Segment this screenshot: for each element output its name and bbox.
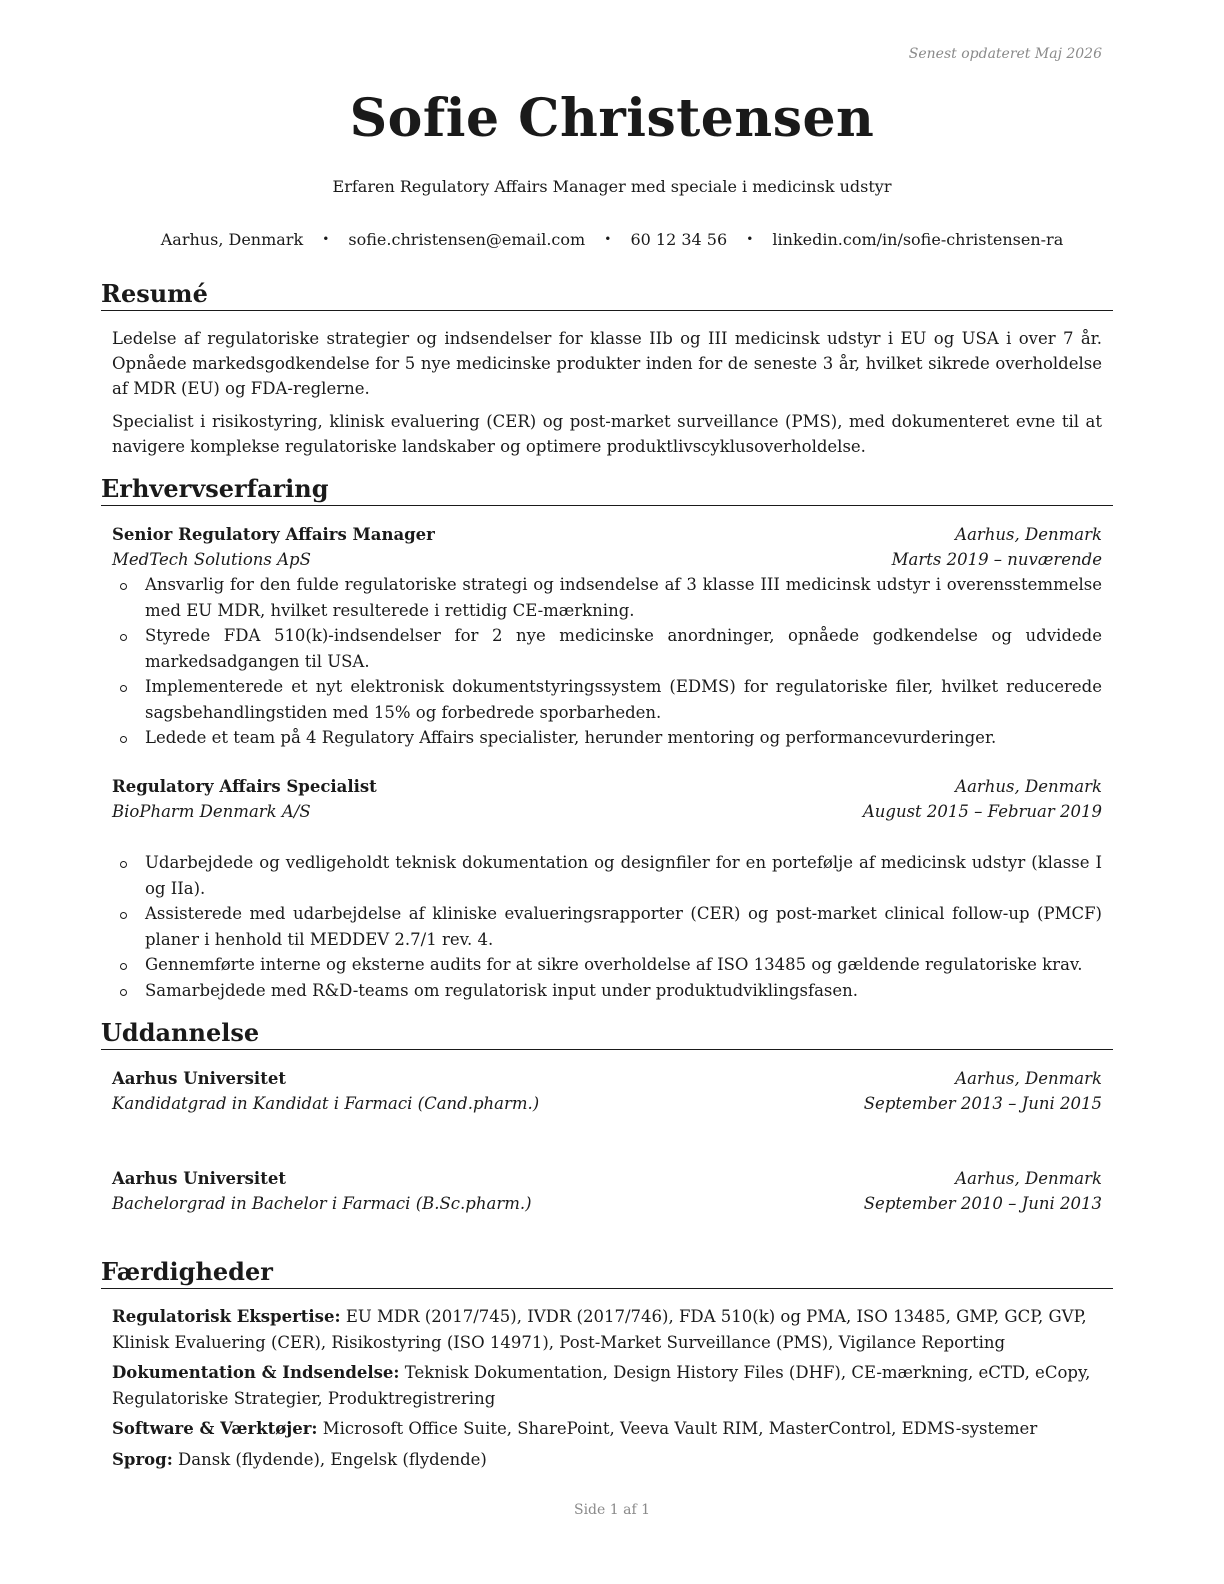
skill-label: Regulatorisk Ekspertise: [112,1307,341,1326]
contact-phone[interactable]: 60 12 34 56 [630,230,728,249]
skill-label: Software & Værktøjer: [112,1419,318,1438]
bullet-text: Samarbejdede med R&D-teams om regulatorisk input under produktudviklingsfasen. [145,980,859,1000]
bullet-text: Ansvarlig for den fulde regulatoriske strategi og indsendelse af 3 klasse III medicinsk udstyr i overensstemmelse med EU MDR, hvilket resulterede i rettidig CE-mærkning. [145,575,1102,620]
bullet-item [112,674,1102,725]
education-item [112,1166,1102,1216]
last-updated: Senest opdateret Maj 2026 [908,46,1102,62]
section-title-skills: Færdigheder [101,1258,1113,1289]
job-dates: August 2015 – Februar 2019 [862,802,1102,821]
skill-label: Dokumentation & Indsendelse: [112,1363,400,1382]
circle-bullet-icon [120,989,127,996]
candidate-name: Sofie Christensen [349,88,875,149]
job-header [112,522,1102,572]
job-title: Regulatory Affairs Specialist [112,777,377,796]
circle-bullet-icon [120,963,127,970]
skills-list [112,1304,1107,1477]
skill-label: Sprog: [112,1449,173,1469]
job-title: Senior Regulatory Affairs Manager [112,525,435,544]
degree: Kandidatgrad in Kandidat i Farmaci (Cand.pharm.) [112,1094,540,1113]
bullet-text: Assisterede med udarbejdelse af kliniske evalueringsrapporter (CER) og post-market clinical follow-up (PMCF) planer i henhold til MEDDEV 2.7/1 rev. 4. [145,904,1102,949]
skill-text: EU MDR (2017/745), IVDR (2017/746), FDA 510(k) og PMA, ISO 13485, GMP, GCP, GVP, Klinisk Evaluering (CER), Risikostyring (ISO 14971), Post-Market Surveillance (PMS), Vigilance Reporting [112,1307,1087,1352]
bullet-item [112,623,1102,674]
skill-group [112,1304,1107,1355]
circle-bullet-icon [120,736,127,743]
job-bullets [112,850,1102,1003]
skill-text: Dansk (flydende), Engelsk (flydende) [178,1449,487,1469]
bullet-item [112,850,1102,901]
education-item [112,1066,1102,1116]
skill-group [112,1447,1107,1473]
contact-location: Aarhus, Denmark [160,230,304,249]
school-location: Aarhus, Denmark [955,1169,1102,1188]
job-location: Aarhus, Denmark [955,525,1102,544]
education-dates: September 2010 – Juni 2013 [863,1194,1102,1213]
bullet-item [112,978,1102,1004]
circle-bullet-icon [120,912,127,919]
job-bullets [112,572,1102,751]
page-number: Side 1 af 1 [573,1502,650,1518]
job-dates: Marts 2019 – nuværende [891,550,1102,569]
skill-text: Microsoft Office Suite, SharePoint, Veeva Vault RIM, MasterControl, EDMS-systemer [322,1419,1038,1438]
summary-paragraph: Ledelse af regulatoriske strategier og indsendelser for klasse IIb og III medicinsk udstyr i EU og USA i over 7 år. Opnåede markedsgodkendelse for 5 nye medicinske produkter inden for de seneste 3 år, hvilket sikrede overholdelse af MDR (EU) og FDA-reglerne. [112,329,1102,398]
contact-linkedin[interactable]: linkedin.com/in/sofie-christensen-ra [772,230,1064,249]
section-title-experience: Erhvervserfaring [101,475,1113,506]
bullet-item [112,952,1102,978]
school-location: Aarhus, Denmark [955,1069,1102,1088]
job-header [112,774,1102,824]
skill-group [112,1360,1107,1411]
circle-bullet-icon [120,685,127,692]
bullet-item [112,901,1102,952]
bullet-separator: • [322,232,330,246]
bullet-text: Udarbejdede og vedligeholdt teknisk dokumentation og designfiler for en portefølje af medicinsk udstyr (klasse I og IIa). [145,853,1102,898]
skill-group [112,1416,1107,1442]
bullet-text: Ledede et team på 4 Regulatory Affairs specialister, herunder mentoring og performancevurderinger. [145,728,997,747]
bullet-text: Gennemførte interne og eksterne audits for at sikre overholdelse af ISO 13485 og gældende regulatoriske krav. [145,955,1083,974]
job-location: Aarhus, Denmark [955,777,1102,796]
bullet-separator: • [746,232,754,246]
circle-bullet-icon [120,634,127,641]
company-name: BioPharm Denmark A/S [112,802,311,821]
skill-text: Teknisk Dokumentation, Design History Files (DHF), CE-mærkning, eCTD, eCopy, Regulatoriske Strategier, Produktregistrering [112,1363,1091,1408]
bullet-text: Implementerede et nyt elektronisk dokumentstyringssystem (EDMS) for regulatoriske filer, hvilket reducerede sagsbehandlingstiden med 15% og forbedrede sporbarheden. [145,677,1102,722]
school-name: Aarhus Universitet [112,1169,286,1188]
section-title-summary: Resumé [101,280,1113,311]
contact-email[interactable]: sofie.christensen@email.com [348,230,586,249]
school-name: Aarhus Universitet [112,1069,286,1088]
contact-line [0,230,1224,249]
summary-paragraph: Specialist i risikostyring, klinisk evaluering (CER) og post-market surveillance (PMS), med dokumenteret evne til at navigere komplekse regulatoriske landskaber og optimere produktlivscyklusoverholdelse. [112,412,1102,456]
bullet-item [112,572,1102,623]
tagline: Erfaren Regulatory Affairs Manager med speciale i medicinsk udstyr [332,177,892,196]
degree: Bachelorgrad in Bachelor i Farmaci (B.Sc.pharm.) [112,1194,532,1213]
section-title-education: Uddannelse [101,1019,1113,1050]
circle-bullet-icon [120,861,127,868]
circle-bullet-icon [120,583,127,590]
bullet-text: Styrede FDA 510(k)-indsendelser for 2 nye medicinske anordninger, opnåede godkendelse og udvidede markedsadgangen til USA. [145,626,1102,671]
bullet-separator: • [604,232,612,246]
bullet-item [112,725,1102,751]
education-dates: September 2013 – Juni 2015 [863,1094,1102,1113]
company-name: MedTech Solutions ApS [112,550,311,569]
